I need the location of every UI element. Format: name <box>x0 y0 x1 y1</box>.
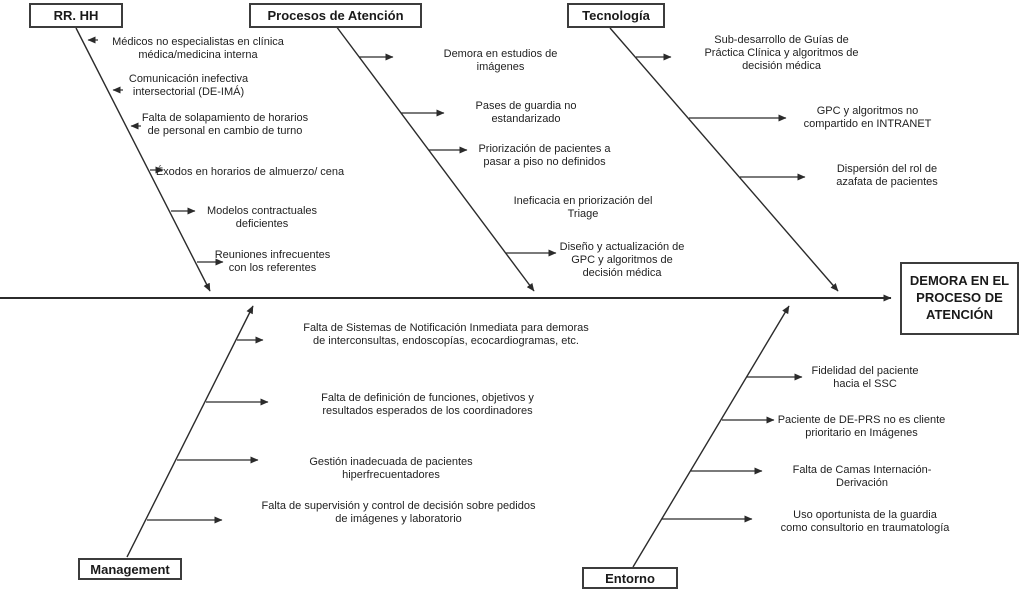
cause-text: GPC y algoritmos no compartido en INTRANET <box>803 105 932 130</box>
cause-text: Demora en estudios de imágenes <box>443 48 558 73</box>
cause-text: Falta de definición de funciones, objetivos y resultados esperados de los coordinadores <box>321 392 534 417</box>
category-box-rrhh: RR. HH <box>29 3 123 28</box>
category-box-management: Management <box>78 558 182 580</box>
cause-text: Éxodos en horarios de almuerzo/ cena <box>155 166 345 178</box>
bone-entorno <box>633 306 789 567</box>
bone-management <box>127 306 253 557</box>
category-box-tecnologia: Tecnología <box>567 3 665 28</box>
cause-text: Médicos no especialistas en clínica médica/medicina interna <box>112 36 284 61</box>
cause-text: Diseño y actualización de GPC y algoritmos de decisión médica <box>559 241 685 279</box>
cause-text: Pases de guardia no estandarizado <box>475 100 577 125</box>
cause-text: Priorización de pacientes a pasar a piso no definidos <box>478 143 611 168</box>
cause-text: Comunicación inefectiva intersectorial (DE-IMÁ) <box>128 73 249 98</box>
cause-text: Modelos contractuales deficientes <box>206 205 318 230</box>
cause-text: Falta de Camas Internación-Derivación <box>792 464 932 489</box>
cause-text: Sub-desarrollo de Guías de Práctica Clínica y algoritmos de decisión médica <box>704 34 859 72</box>
cause-text: Fidelidad del paciente hacia el SSC <box>811 365 919 390</box>
effect-box: DEMORA EN EL PROCESO DE ATENCIÓN <box>900 262 1019 335</box>
cause-text: Reuniones infrecuentes con los referentes <box>214 249 331 274</box>
cause-text: Ineficacia en priorización del Triage <box>513 195 653 220</box>
category-box-entorno: Entorno <box>582 567 678 589</box>
cause-text: Gestión inadecuada de pacientes hiperfrecuentadores <box>309 456 473 481</box>
category-box-procesos-de-atencion: Procesos de Atención <box>249 3 422 28</box>
bone-rrhh <box>76 28 210 291</box>
cause-text: Dispersión del rol de azafata de pacientes <box>836 163 938 188</box>
cause-text: Falta de Sistemas de Notificación Inmediata para demoras de interconsultas, endoscopías, ecocardiogramas, etc. <box>303 322 589 347</box>
cause-text: Falta de supervisión y control de decisión sobre pedidos de imágenes y laboratorio <box>261 500 536 525</box>
cause-text: Uso oportunista de la guardia como consultorio en traumatología <box>780 509 950 534</box>
cause-text: Falta de solapamiento de horarios de personal en cambio de turno <box>141 112 309 137</box>
cause-text: Paciente de DE-PRS no es cliente prioritario en Imágenes <box>777 414 946 439</box>
